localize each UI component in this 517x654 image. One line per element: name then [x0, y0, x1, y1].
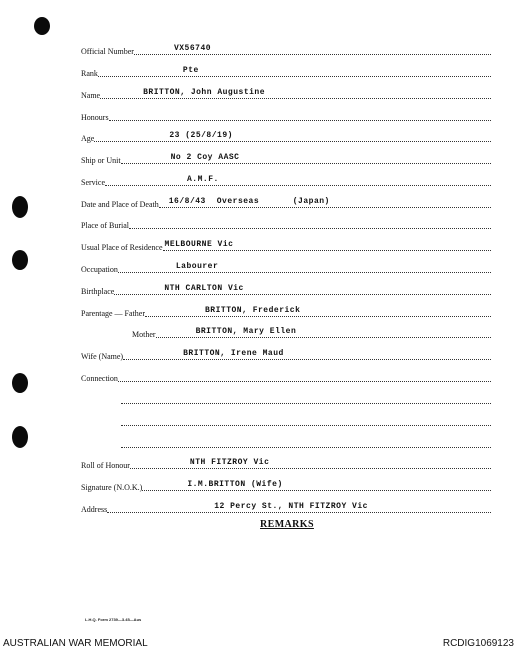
wife-value: BRITTON, Irene Maud	[183, 349, 284, 358]
name-row	[81, 86, 491, 100]
wife-row	[81, 347, 491, 361]
signature-row	[81, 478, 491, 492]
name-value: BRITTON, John Augustine	[143, 88, 266, 97]
death-label: Date and Place of Death	[81, 200, 159, 209]
ship-or-unit-row	[81, 151, 491, 165]
father-value: BRITTON, Frederick	[204, 306, 301, 315]
service-row	[81, 173, 491, 187]
connection-label: Connection	[81, 374, 118, 383]
service-value: A.M.F.	[187, 175, 219, 184]
residence-value: MELBOURNE Vic	[164, 240, 234, 249]
punch-hole	[12, 196, 28, 218]
mother-row	[132, 325, 491, 339]
father-label: Parentage — Father	[81, 309, 145, 318]
mother-label: Mother	[132, 330, 156, 339]
address-label: Address	[81, 505, 108, 514]
occupation-value: Labourer	[175, 262, 219, 271]
punch-hole	[12, 426, 28, 448]
father-row	[81, 304, 491, 318]
honours-row	[81, 108, 491, 122]
connection-line	[121, 413, 491, 427]
honours-label: Honours	[81, 113, 109, 122]
connection-line	[121, 391, 491, 405]
age-value: 23 (25/8/19)	[169, 131, 233, 140]
name-label: Name	[81, 91, 101, 100]
connection-row	[81, 369, 491, 383]
address-value: 12 Percy St., NTH FITZROY Vic	[214, 502, 368, 511]
service-label: Service	[81, 178, 105, 187]
remarks-heading: REMARKS	[260, 519, 314, 530]
footer-archive-name: AUSTRALIAN WAR MEMORIAL	[3, 638, 148, 649]
ship-or-unit-label: Ship or Unit	[81, 156, 121, 165]
signature-value: I.M.BRITTON (Wife)	[187, 480, 283, 489]
wife-label: Wife (Name)	[81, 352, 124, 361]
death-place-value: Overseas	[216, 197, 260, 206]
rank-label: Rank	[81, 69, 98, 78]
ship-or-unit-value: No 2 Coy AASC	[170, 153, 240, 162]
roll-of-honour-value: NTH FITZROY Vic	[189, 458, 270, 467]
birthplace-label: Birthplace	[81, 287, 115, 296]
punch-hole	[12, 373, 28, 393]
death-row	[81, 195, 491, 209]
death-date-value: 16/8/43	[168, 197, 206, 206]
death-country-value: (Japan)	[292, 197, 330, 206]
footer-record-id: RCDIG1069123	[442, 638, 514, 649]
burial-row	[81, 216, 491, 230]
birthplace-row	[81, 282, 491, 296]
official-number-row	[81, 42, 491, 56]
official-number-value: VX56740	[173, 44, 212, 53]
address-row	[81, 500, 491, 514]
residence-label: Usual Place of Residence	[81, 243, 163, 252]
age-label: Age	[81, 134, 95, 143]
burial-label: Place of Burial	[81, 221, 129, 230]
signature-label: Signature (N.O.K.)	[81, 483, 143, 492]
occupation-row	[81, 260, 491, 274]
punch-hole	[12, 250, 28, 270]
rank-row	[81, 64, 491, 78]
punch-hole	[34, 17, 50, 35]
roll-of-honour-label: Roll of Honour	[81, 461, 130, 470]
connection-line	[121, 435, 491, 449]
form-reference: L.H.Q. Form 2739—3.45—Aus	[85, 617, 142, 622]
residence-row	[81, 238, 491, 252]
birthplace-value: NTH CARLTON Vic	[164, 284, 244, 293]
occupation-label: Occupation	[81, 265, 118, 274]
rank-value: Pte	[182, 66, 199, 75]
mother-value: BRITTON, Mary Ellen	[195, 327, 297, 336]
roll-of-honour-row	[81, 456, 491, 470]
official-number-label: Official Number	[81, 47, 134, 56]
age-row	[81, 129, 491, 143]
